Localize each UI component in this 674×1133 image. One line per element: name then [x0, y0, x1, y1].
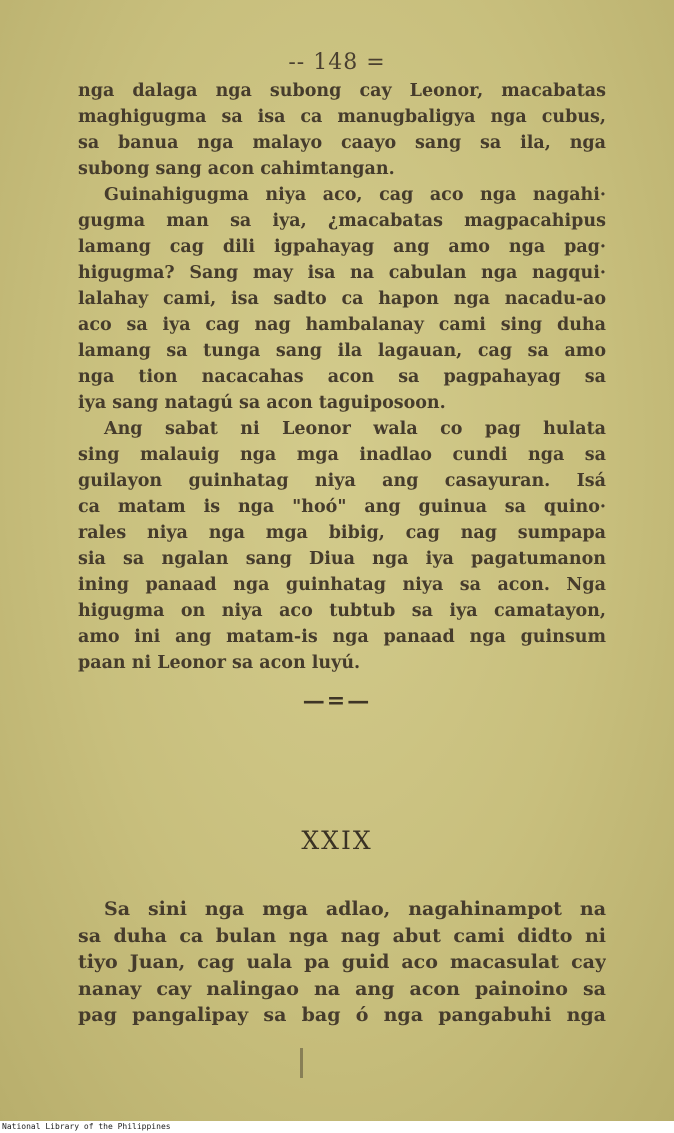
text-line: subong sang acon cahimtangan.	[78, 159, 395, 179]
text-line: lalahay cami, isa sadto ca hapon nga nacadu-ao	[78, 289, 606, 309]
body-text-top	[78, 78, 606, 676]
text-line: iya sang natagú sa acon taguiposoon.	[78, 393, 446, 413]
text-line: sia sa ngalan sang Diua nga iya pagatumanon	[78, 549, 606, 569]
text-line: gugma man sa iya, ¿macabatas magpacahipus	[78, 211, 606, 231]
text-line: sa banua nga malayo caayo sang sa ila, nga	[78, 133, 606, 153]
text-line: paan ni Leonor sa acon luyú.	[78, 653, 361, 673]
text-line: sa duha ca bulan nga nag abut cami didto ni	[78, 924, 606, 947]
text-line: tiyo Juan, cag uala pa guid aco macasulat cay	[78, 951, 606, 973]
library-footer: National Library of the Philippines	[0, 1121, 674, 1133]
text-line: nanay cay nalingao na ang acon painoino sa	[78, 977, 606, 1000]
text-line: sing malauig nga mga inadlao cundi nga sa	[78, 445, 606, 465]
text-line: amo ini ang matam-is nga panaad nga guinsum	[78, 627, 606, 647]
text-line: nga dalaga nga subong cay Leonor, macabatas	[78, 81, 606, 101]
text-line: pag pangalipay sa bag ó nga pangabuhi nga	[78, 1004, 606, 1026]
body-text-bottom	[78, 896, 606, 1029]
text-line: ca matam is nga "hoó" ang guinua sa quino·	[78, 497, 606, 517]
text-line: nga tion nacacahas acon sa pagpahayag sa	[78, 367, 606, 387]
page-number: -- 148 =	[288, 50, 386, 75]
text-line: guilayon guinhatag niya ang casayuran. Isá	[78, 471, 606, 491]
text-line: Guinahigugma niya aco, cag aco nga nagahi·	[104, 185, 606, 205]
section-divider: —=—	[302, 688, 372, 714]
text-line: rales niya nga mga bibig, cag nag sumpapa	[78, 523, 606, 543]
scan-mark	[300, 1048, 303, 1078]
text-line: maghigugma sa isa ca manugbaligya nga cubus,	[78, 107, 606, 127]
text-line: higugma on niya aco tubtub sa iya camatayon,	[78, 601, 606, 621]
text-line: aco sa iya cag nag hambalanay cami sing duha	[78, 315, 606, 335]
chapter-heading: XXIX	[301, 826, 373, 855]
text-line: lamang sa tunga sang ila lagauan, cag sa amo	[78, 341, 606, 361]
text-line: ining panaad nga guinhatag niya sa acon. Nga	[78, 575, 606, 595]
text-line: higugma? Sang may isa na cabulan nga nagqui·	[78, 263, 606, 283]
text-line: lamang cag dili igpahayag ang amo nga pag·	[78, 237, 606, 257]
text-line: Sa sini nga mga adlao, nagahinampot na	[104, 898, 606, 920]
text-line: Ang sabat ni Leonor wala co pag hulata	[104, 419, 606, 439]
